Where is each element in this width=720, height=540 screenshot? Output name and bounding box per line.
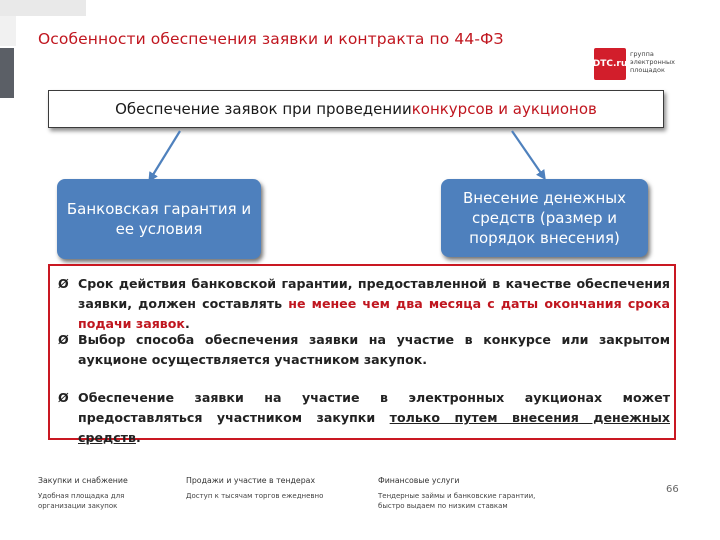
bullet1-highlight: не менее чем два месяца с даты окончания срока подачи заявок xyxy=(78,296,670,331)
footer-col3-title: Финансовые услуги xyxy=(378,476,460,485)
bullet3-underlined: только путем внесения денежных средств xyxy=(78,410,670,445)
bullet3-end: . xyxy=(135,430,141,445)
box-cash-deposit xyxy=(441,179,648,257)
arrow-left xyxy=(151,131,180,178)
box-cash-deposit-label: Внесение денежных средств (размер и порядок внесения) xyxy=(462,189,627,247)
bullet-electronic-auction xyxy=(58,388,670,448)
box-bank-guarantee-label: Банковская гарантия и ее условия xyxy=(66,200,252,238)
page-number: 66 xyxy=(666,484,679,495)
box-bank-guarantee xyxy=(57,179,261,259)
footer xyxy=(38,476,688,516)
footer-col-sales xyxy=(186,476,323,501)
left-decor-stripe xyxy=(0,16,16,46)
logo-text: группа электронных площадок xyxy=(630,50,676,74)
header-box xyxy=(48,90,664,128)
footer-col3-desc: Тендерные займы и банковские гарантии, быстро выдаем по низким ставкам xyxy=(378,492,536,510)
footer-col-procurement xyxy=(38,476,128,511)
bullet-arrow-icon: Ø xyxy=(58,276,69,291)
bullet-arrow-icon: Ø xyxy=(58,390,69,405)
arrow-right xyxy=(512,131,543,176)
bullet-method-choice xyxy=(58,330,670,370)
rules-box xyxy=(48,264,676,445)
footer-col1-desc: Удобная площадка для организации закупок xyxy=(38,492,125,510)
bullet-arrow-icon: Ø xyxy=(58,332,69,347)
side-tab-marker xyxy=(0,48,14,98)
footer-col1-title: Закупки и снабжение xyxy=(38,476,128,485)
bullet1-text: Срок действия банковской гарантии, предоставленной в качестве обеспечения заявки, должен составлять xyxy=(78,276,670,311)
bullet3-text: Обеспечение заявки на участие в электронных аукционах может предоставляться участником закупки xyxy=(78,390,670,425)
logo-mark: DTC.ru xyxy=(594,48,626,80)
top-decor-stripe xyxy=(0,0,86,16)
footer-col-finance xyxy=(378,476,535,511)
footer-col2-desc: Доступ к тысячам торгов ежедневно xyxy=(186,492,324,500)
header-accent-text: конкурсов и аукционов xyxy=(411,100,597,118)
bullet-guarantee-term xyxy=(58,274,670,334)
footer-col2-title: Продажи и участие в тендерах xyxy=(186,476,316,485)
slide-title: Особенности обеспечения заявки и контракта по 44-ФЗ xyxy=(38,30,504,48)
header-text: Обеспечение заявок при проведении xyxy=(115,100,412,118)
company-logo xyxy=(594,48,689,80)
bullet1-end: . xyxy=(184,316,190,331)
bullet2-text: Выбор способа обеспечения заявки на участие в конкурсе или закрытом аукционе осуществляется участником закупок. xyxy=(78,332,670,367)
